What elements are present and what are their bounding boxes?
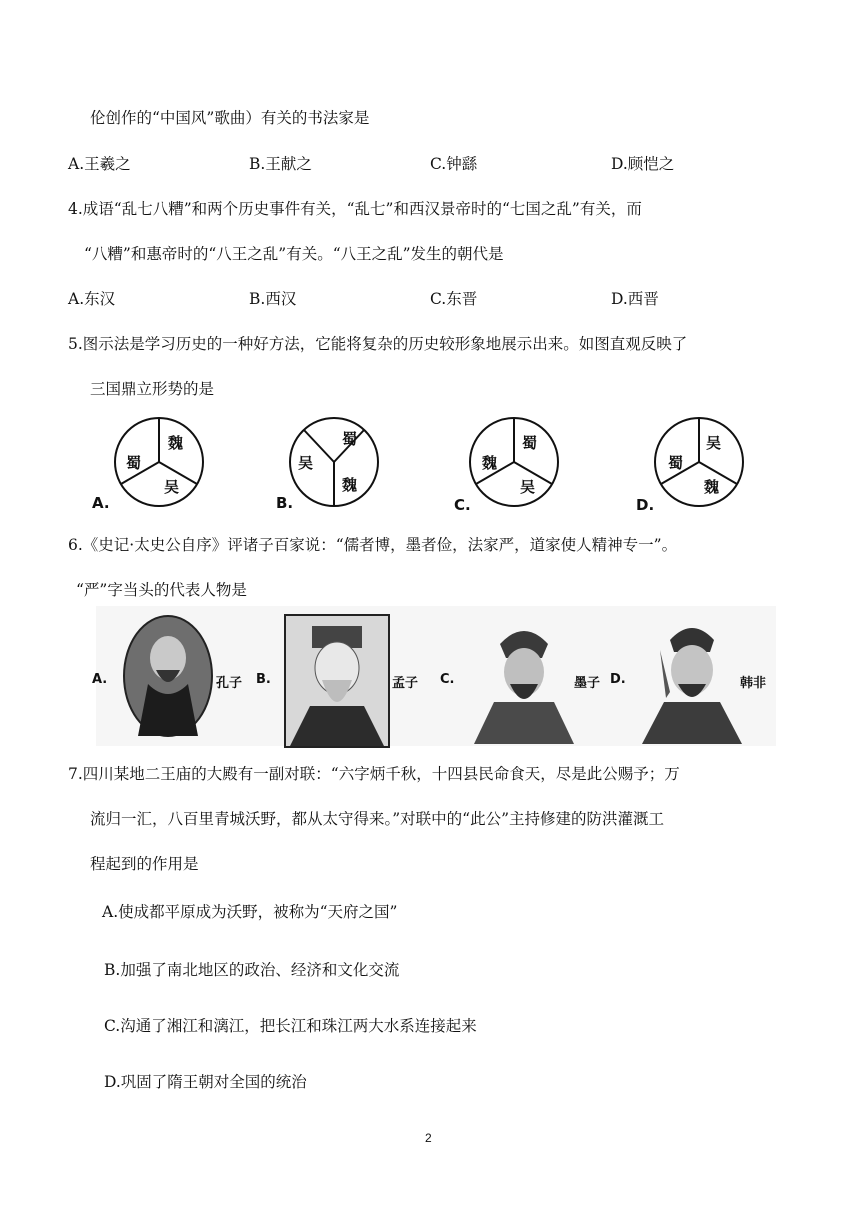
q7-stem-line2: 流归一汇，八百里青城沃野，都从太守得来。”对联中的“此公”主持修建的防洪灌溉工 <box>90 810 665 828</box>
portrait-c-letter: C. <box>440 672 455 687</box>
q6-stem-line1: 6.《史记·太史公自序》评诸子百家说：“儒者博，墨者俭，法家严，道家使人精神专一”。 <box>68 536 678 554</box>
portrait-a-letter: A. <box>92 672 108 687</box>
q3-option-c[interactable]: C.钟繇 <box>430 155 478 173</box>
diagram-b-bottom-right: 魏 <box>342 476 358 494</box>
q3-option-a[interactable]: A.王羲之 <box>68 155 131 173</box>
q5-diagram-c[interactable] <box>446 414 566 514</box>
diagram-a-top-right: 魏 <box>168 434 184 452</box>
q7-option-a[interactable]: A.使成都平原成为沃野，被称为“天府之国” <box>102 903 398 921</box>
page-number: 2 <box>425 1131 432 1145</box>
q6-stem-line2: “严”字当头的代表人物是 <box>76 581 247 599</box>
diagram-c-bottom-right: 吴 <box>520 478 536 496</box>
portrait-b-letter: B. <box>256 672 271 687</box>
mozi-portrait-image[interactable] <box>470 618 578 744</box>
q4-stem-line1: 4.成语“乱七八糟”和两个历史事件有关，“乱七”和西汉景帝时的“七国之乱”有关，而 <box>68 200 642 218</box>
portrait-d-letter: D. <box>610 672 626 687</box>
diagram-d-left: 蜀 <box>668 454 684 472</box>
hanfei-portrait-image[interactable] <box>636 614 748 744</box>
q4-stem-line2: “八糟”和惠帝时的“八王之乱”有关。“八王之乱”发生的朝代是 <box>84 245 504 263</box>
q3-option-d[interactable]: D.顾恺之 <box>611 155 675 173</box>
diagram-b-left: 吴 <box>298 454 314 472</box>
portrait-a-name: 孔子 <box>216 676 243 691</box>
portrait-d-name: 韩非 <box>740 676 767 691</box>
q4-option-a[interactable]: A.东汉 <box>68 290 116 308</box>
q4-option-c[interactable]: C.东晋 <box>430 290 478 308</box>
q7-stem-line3: 程起到的作用是 <box>90 855 199 873</box>
diagram-c-top-right: 蜀 <box>522 434 538 452</box>
confucius-portrait-image[interactable] <box>122 614 214 738</box>
diagram-b-top-right: 蜀 <box>342 430 358 448</box>
q4-option-d[interactable]: D.西晋 <box>611 290 659 308</box>
diagram-a-letter: A. <box>92 494 110 512</box>
q7-stem-line1: 7.四川某地二王庙的大殿有一副对联：“六字炳千秋，十四县民命食天，尽是此公赐予；万 <box>68 765 680 783</box>
diagram-a-left: 蜀 <box>126 454 142 472</box>
q7-option-b[interactable]: B.加强了南北地区的政治、经济和文化交流 <box>104 961 400 979</box>
mencius-portrait-image[interactable] <box>284 614 390 748</box>
diagram-c-letter: C. <box>454 496 471 514</box>
q4-option-b[interactable]: B.西汉 <box>249 290 297 308</box>
diagram-d-top-right: 吴 <box>706 434 722 452</box>
q5-stem-line1: 5.图示法是学习历史的一种好方法，它能将复杂的历史较形象地展示出来。如图直观反映了 <box>68 335 688 353</box>
pie-diagram-a <box>92 414 212 514</box>
q5-stem-line2: 三国鼎立形势的是 <box>90 380 215 398</box>
q7-option-d[interactable]: D.巩固了隋王朝对全国的统治 <box>104 1073 307 1091</box>
diagram-a-bottom-right: 吴 <box>164 478 180 496</box>
diagram-b-letter: B. <box>276 494 294 512</box>
q3-option-b[interactable]: B.王献之 <box>249 155 312 173</box>
q7-option-c[interactable]: C.沟通了湘江和漓江，把长江和珠江两大水系连接起来 <box>104 1017 477 1035</box>
diagram-c-left: 魏 <box>482 454 498 472</box>
q5-diagram-d[interactable] <box>634 414 754 514</box>
diagram-d-bottom-right: 魏 <box>704 478 720 496</box>
portrait-b-name: 孟子 <box>392 676 419 691</box>
q5-diagram-b[interactable] <box>268 414 388 514</box>
q5-diagram-a[interactable] <box>92 414 212 514</box>
q3-stem-continuation: 伦创作的“中国风”歌曲）有关的书法家是 <box>90 109 370 127</box>
portrait-c-name: 墨子 <box>574 676 601 691</box>
diagram-d-letter: D. <box>636 496 655 514</box>
